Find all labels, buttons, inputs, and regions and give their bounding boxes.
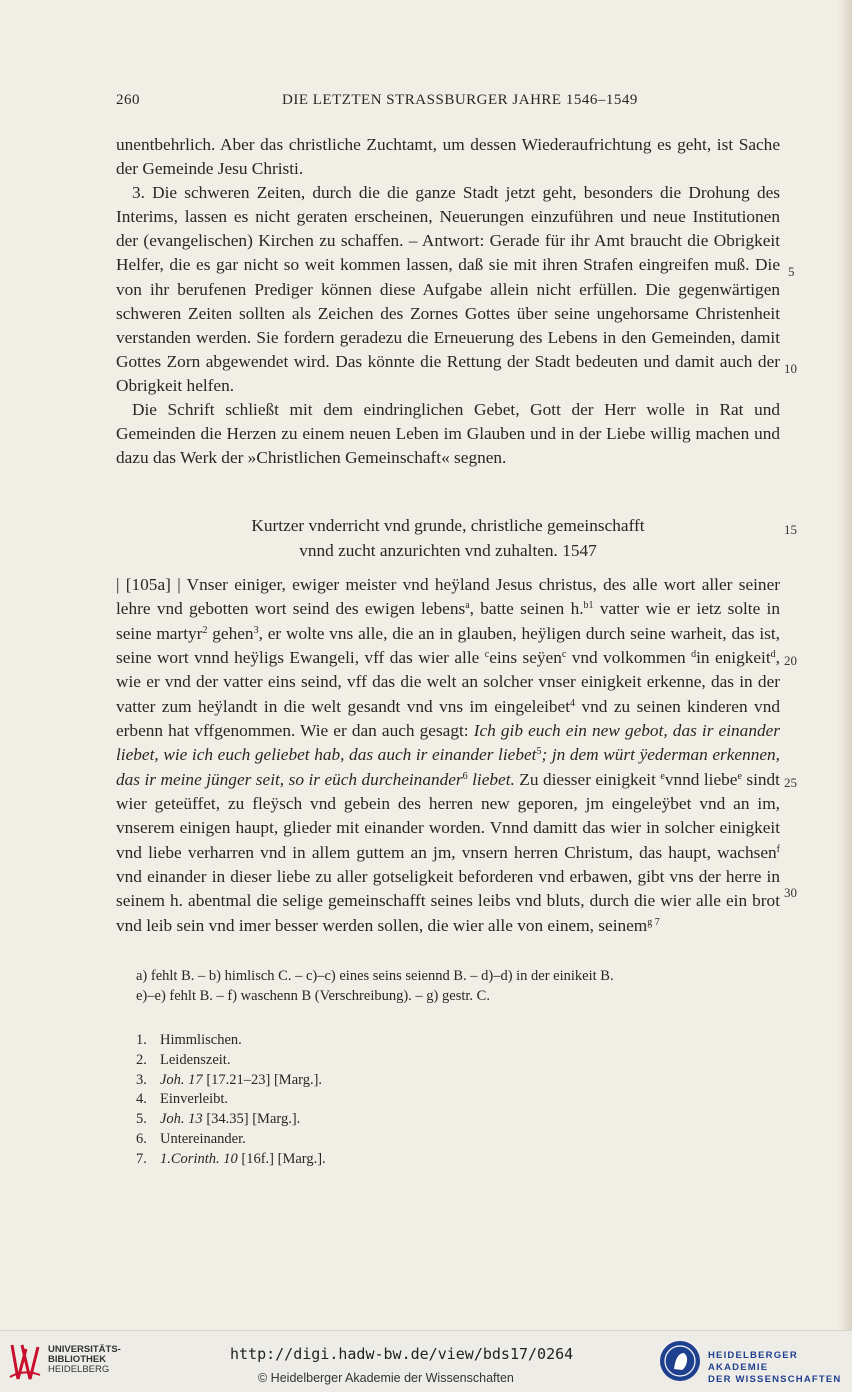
source-title-line: Kurtzer vnderricht vnd grunde, christliche gemeinschafft bbox=[251, 516, 645, 535]
note-mark: 5 bbox=[536, 746, 542, 758]
page-edge-shadow bbox=[838, 0, 852, 1330]
variant-mark: e bbox=[660, 770, 665, 782]
scripture-quote: Ich gib euch ein new gebot, das ir einander liebet, wie ich euch geliebet hab, das auch ir einander liebet bbox=[116, 721, 780, 765]
note-mark: 3 bbox=[253, 624, 259, 636]
text-run: vatter wie er ietz solte in seine martyr bbox=[116, 599, 780, 643]
variant-mark: c bbox=[561, 649, 567, 661]
variant-mark: c bbox=[484, 649, 490, 661]
summary-text bbox=[116, 133, 780, 470]
summary-paragraph: unentbehrlich. Aber das christliche Zuchtamt, um dessen Wiederaufrichtung es geht, ist Sache der Gemeinde Jesu Christi. bbox=[116, 135, 780, 179]
text-run: | [105a] | Vnser einiger, ewiger meister vnd heÿland Jesus christus, des alle wort aller seiner lehre vnd gebotten wort seind des ewigen lebens bbox=[116, 575, 780, 619]
footnotes bbox=[136, 1031, 536, 1170]
footnote: 4. Einverleibt. bbox=[136, 1091, 229, 1108]
note-mark: 2 bbox=[202, 624, 208, 636]
text-run: vnd volkommen bbox=[566, 648, 692, 668]
summary-paragraph: 3. Die schweren Zeiten, durch die die ganze Stadt jetzt geht, besonders die Drohung des Interims, lassen es nicht geraten erscheinen, Neuerungen einzuführen und neue Institutionen der (evangelischen) Kirchen zu schaffen. – Antwort: Gerade für ihr Amt braucht die Obrigkeit Helfer, die es gar nicht so weit kommen lassen, daß sie mit ihren Strafen eingreifen muß. Die von ihr berufenen Prediger können diese Aufgabe allein nicht erfüllen. Die gegenwärtigen schweren Zeiten sollten als Zeichen des Zornes Gottes über seine ungehorsame Christenheit verstanden werden. Sie fordern geradezu die Erneuerung des Lebens in den Gemeinden, damit Gottes Zorn abgewendet wird. Das könnte die Rettung der Stadt bedeuten und damit auch der Obrigkeit helfen. bbox=[116, 183, 780, 395]
source-title-line: vnnd zucht anzurichten vnd zuhalten. 1547 bbox=[299, 540, 597, 560]
line-number: 30 bbox=[784, 885, 797, 900]
text-run: gehen bbox=[207, 623, 254, 643]
viewer-footer bbox=[0, 1330, 852, 1392]
apparatus-line: e)–e) fehlt B. – f) waschenn B (Verschreibung). – g) gestr. C. bbox=[136, 988, 490, 1004]
summary-paragraph: Die Schrift schließt mit dem eindringlichen Gebet, Gott der Herr wolle in Rat und Gemeinden die Herzen zu einem neuen Leben im Glauben und in der Liebe willig machen und dazu das Werk der »Christlichen Gemeinschaft« segnen. bbox=[116, 400, 780, 468]
variant-mark: b1 bbox=[583, 600, 594, 612]
variant-mark: g 7 bbox=[647, 916, 660, 928]
text-run: , batte seinen h. bbox=[469, 599, 584, 619]
note-mark: 6 bbox=[462, 770, 468, 782]
apparatus-line: a) fehlt B. – b) himlisch C. – c)–c) eines seins seiennd B. – d)–d) in der einikeit B. bbox=[136, 968, 614, 984]
university-library-name[interactable]: UNIVERSITÄTS- BIBLIOTHEK HEIDELBERG bbox=[48, 1344, 121, 1375]
text-run: Zu diesser einigkeit bbox=[514, 769, 661, 789]
text-run: vnd zu seinen kinderen vnd erbenn hat vffgenommen. Wie er dan auch gesagt: bbox=[116, 696, 780, 741]
text-run: eins seÿen bbox=[489, 648, 562, 668]
source-paragraph bbox=[116, 573, 780, 938]
text-run: in enigkeit bbox=[696, 648, 771, 668]
text-run: vnd einander in dieser liebe zu aller gotseligkeit beforderen vnd erbawen, gibt vns der herre in seinem h. abentmal die selige gemeinschafft seines leibs vnd bluts, durch die wier alle ein brot vnd leib sein vnd imer besser werden sollen, die wier alle von einem, seinem bbox=[116, 867, 780, 935]
page-number: 260 bbox=[116, 92, 140, 108]
running-title: DIE LETZTEN STRASSBURGER JAHRE 1546–1549 bbox=[282, 92, 638, 108]
note-mark: 4 bbox=[570, 697, 576, 709]
footnote: 7. 1.Corinth. 10 [16f.] [Marg.]. bbox=[136, 1150, 326, 1167]
variant-mark: d bbox=[770, 649, 776, 661]
copyright-notice: © Heidelberger Akademie der Wissenschaften bbox=[258, 1371, 514, 1385]
line-number: 10 bbox=[784, 361, 797, 376]
variant-mark: d bbox=[691, 649, 697, 661]
variant-mark: e bbox=[737, 770, 742, 782]
footnote: 5. Joh. 13 [34.35] [Marg.]. bbox=[136, 1111, 301, 1128]
university-library-logo-icon[interactable] bbox=[8, 1339, 42, 1385]
scripture-quote: ; jn dem würt ÿederman erkennen, das ir meine jünger seit, so ir eüch durcheinander bbox=[116, 745, 780, 789]
scripture-quote: liebet. bbox=[467, 769, 515, 789]
line-number: 25 bbox=[784, 775, 797, 790]
permalink-url[interactable]: http://digi.hadw-bw.de/view/bds17/0264 bbox=[230, 1345, 574, 1363]
text-run: sindt wier geteüffet, zu fleÿsch vnd gebein des herren new geporen, jm eingeleÿbet vnd an im, vnserem einigen haupt, glieder mit einander worden. Vnnd damitt das wier in solcher einigkeit vnd liebe verharren vnd in allem guttem an jm, vnsern herren Christum, das haupt, wachsen bbox=[116, 769, 780, 862]
variant-mark: a bbox=[465, 600, 470, 612]
footnote: 1. Himmlischen. bbox=[136, 1032, 242, 1048]
footnote: 6. Untereinander. bbox=[136, 1130, 246, 1147]
line-number: 5 bbox=[788, 264, 795, 279]
academy-seal-icon[interactable] bbox=[658, 1339, 702, 1383]
text-run: , wie er vnd der vatter eins seind, vff das die welt an solcher vnser einigkeit erkenne, das in der vatter zum heÿlandt in die welt gesandt vnd vns im eingeleibet bbox=[116, 648, 780, 716]
line-number: 20 bbox=[784, 653, 797, 668]
text-run: vnnd liebe bbox=[664, 769, 738, 789]
footnote: 3. Joh. 17 [17.21–23] [Marg.]. bbox=[136, 1071, 323, 1088]
source-title bbox=[116, 514, 780, 563]
variant-mark: f bbox=[776, 843, 780, 855]
source-text bbox=[116, 573, 780, 938]
critical-apparatus bbox=[136, 966, 776, 1006]
line-number: 15 bbox=[784, 522, 797, 537]
text-run: , er wolte vns alle, die an in glauben, heÿligen durch seine warheit, das ist, seine wort vnnd heÿligs Ewangeli, vff das wier alle bbox=[116, 623, 780, 668]
footnote: 2. Leidenszeit. bbox=[136, 1051, 231, 1068]
academy-name[interactable]: HEIDELBERGER AKADEMIE DER WISSENSCHAFTEN bbox=[708, 1350, 842, 1385]
